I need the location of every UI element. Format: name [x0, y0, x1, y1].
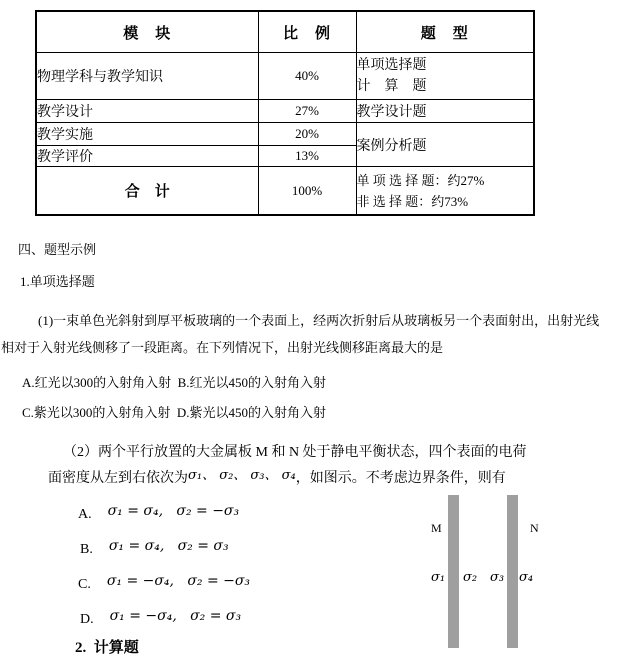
mcq-heading: 1.单项选择题: [20, 274, 95, 289]
header-ratio: 比 例: [258, 11, 356, 53]
q2-option-a-label: A.: [78, 507, 92, 522]
q2-option-d-label: D.: [80, 612, 94, 627]
cell-total-ratio: 100%: [258, 167, 356, 216]
q2-stem-line2: [48, 467, 506, 487]
q2-stem-line2-suffix: ，如图示。不考虑边界条件，则有: [295, 471, 506, 486]
q2-option-a-formula: σ₁ = σ₄, σ₂ = −σ₃: [107, 503, 240, 519]
right-plate: [507, 495, 518, 648]
q2-option-d-formula: σ₁ = −σ₄, σ₂ = σ₃: [109, 608, 242, 624]
cell-ratio-40: 40%: [258, 53, 356, 100]
q2-option-c-formula: σ₁ = −σ₄, σ₂ = −σ₃: [106, 573, 251, 589]
q1-options-line2: C.紫光以300的入射角入射 D.紫光以450的入射角入射: [22, 405, 327, 420]
cell-ratio-27: 27%: [258, 100, 356, 123]
surface-label-sigma3: σ₃: [490, 570, 505, 585]
surface-label-sigma4: σ₄: [519, 570, 534, 585]
section-title: 四、题型示例: [18, 242, 97, 257]
surface-label-sigma2: σ₂: [463, 570, 478, 585]
cell-module-physics: 物理学科与教学知识: [36, 53, 258, 100]
header-qtype: 题 型: [356, 11, 534, 53]
qtype-line-2: 计 算 题: [356, 79, 427, 94]
surface-label-sigma1: σ₁: [431, 570, 446, 585]
q1-options-line1: A.红光以300的入射角入射 B.红光以450的入射角入射: [22, 375, 327, 390]
q1-stem-line1: (1)一束单色光斜射到厚平板玻璃的一个表面上，经两次折射后从玻璃板另一个表面射出，出射光线: [38, 313, 600, 328]
cell-ratio-20: 20%: [258, 123, 356, 146]
q2-option-b-formula: σ₁ = σ₄, σ₂ = σ₃: [108, 538, 229, 554]
table-row: [36, 123, 534, 146]
q2-stem-line2-prefix: 面密度从左到右依次为: [48, 471, 188, 486]
cell-qtype-design: 教学设计题: [356, 100, 534, 123]
q2-option-c-label: C.: [78, 577, 91, 592]
q2-option-b-label: B.: [80, 542, 93, 557]
left-plate: [448, 495, 459, 648]
cell-module-design: 教学设计: [36, 100, 258, 123]
total-qtype-line-2: 非 选 择 题：约73%: [356, 193, 469, 209]
q2-stem-sigma-list: σ₁、 σ₂、 σ₃、 σ₄: [188, 468, 296, 483]
calc-heading: 2. 计算题: [75, 640, 139, 656]
header-module: 模 块: [36, 11, 258, 53]
qtype-line-1: 单项选择题: [356, 58, 427, 73]
cell-ratio-13: 13%: [258, 146, 356, 167]
cell-total-qtype: [356, 167, 534, 216]
cell-qtype-case-analysis: 案例分析题: [356, 123, 534, 167]
table-row: [36, 53, 534, 100]
q2-option-b: [80, 540, 229, 558]
cell-module-evaluate: 教学评价: [36, 146, 258, 167]
cell-qtype-row1: [356, 53, 534, 100]
q2-option-a: [78, 505, 239, 523]
q2-option-d: [80, 610, 241, 628]
left-plate-label: M: [431, 521, 442, 535]
right-plate-label: N: [530, 521, 539, 535]
table-row: [36, 100, 534, 123]
cell-total-label: 合 计: [36, 167, 258, 216]
q2-option-c: [78, 575, 250, 593]
q1-stem-line2: 相对于入射光线侧移了一段距离。在下列情况下，出射光线侧移距离最大的是: [1, 340, 444, 355]
total-qtype-line-1: 单 项 选 择 题：约27%: [356, 172, 485, 188]
cell-module-implement: 教学实施: [36, 123, 258, 146]
table-header-row: [36, 11, 534, 53]
q2-stem-line1: （2）两个平行放置的大金属板 M 和 N 处于静电平衡状态，四个表面的电荷: [63, 445, 527, 460]
exam-blueprint-table: [35, 10, 535, 216]
table-total-row: [36, 167, 534, 216]
